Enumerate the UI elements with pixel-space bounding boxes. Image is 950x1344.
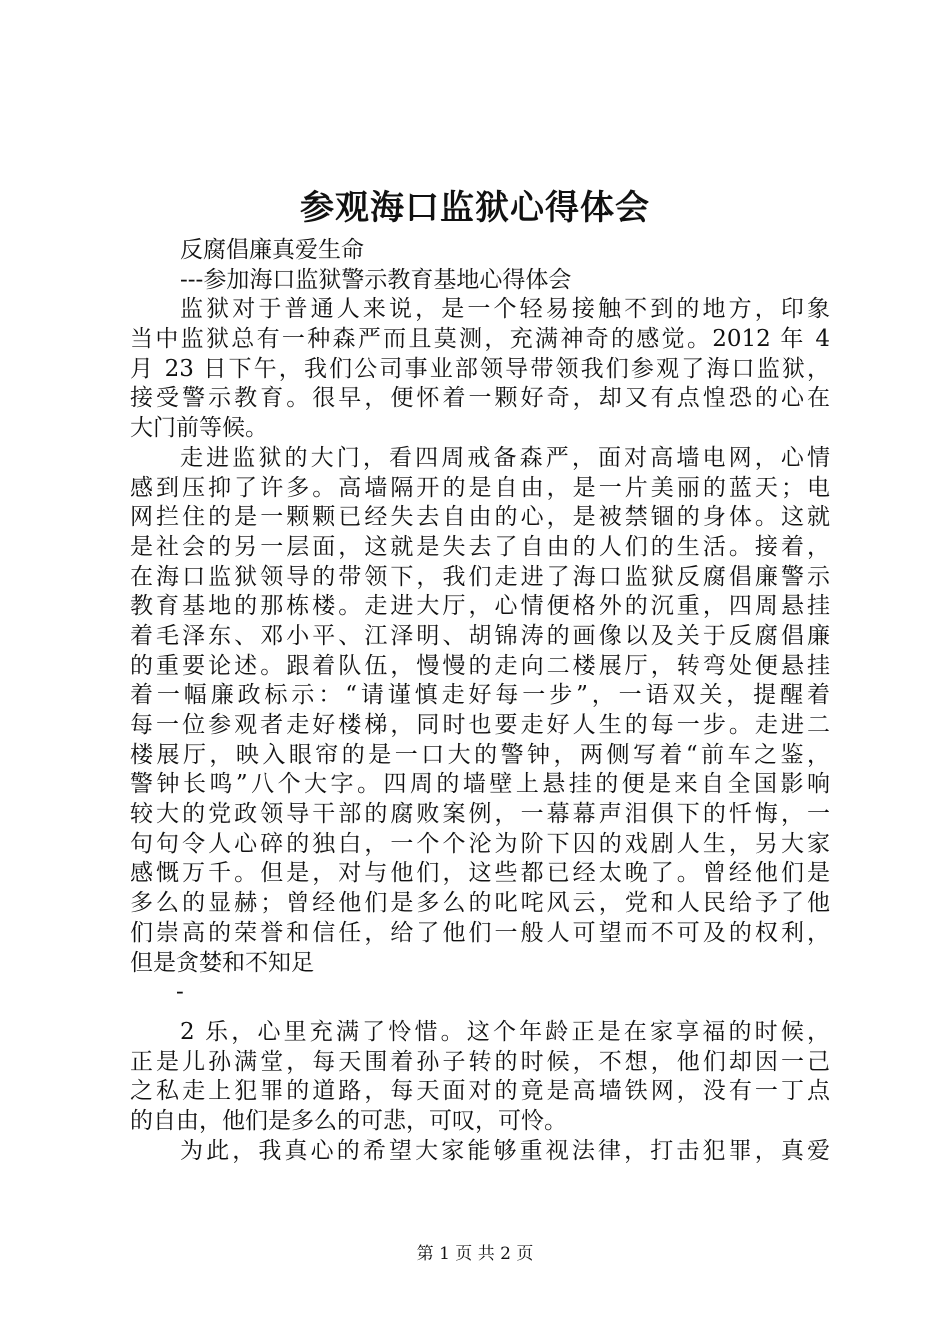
subtitle: 反腐倡廉真爱生命 xyxy=(180,237,364,263)
page-break-marker: - xyxy=(176,979,184,1006)
paragraph-line: 接受警示教育。很早，便怀着一颗好奇，却又有点惶恐的心在 xyxy=(130,385,830,412)
paragraph-line: 网拦住的是一颗颗已经失去自由的心，是被禁锢的身体。这就 xyxy=(130,504,830,531)
paragraph-line: 监狱对于普通人来说，是一个轻易接触不到的地方，印象 xyxy=(180,296,830,323)
paragraph-line: 楼展厅，映入眼帘的是一口大的警钟，两侧写着“前车之鉴， xyxy=(130,741,830,768)
paragraph-line: 感到压抑了许多。高墙隔开的是自由，是一片美丽的蓝天；电 xyxy=(130,474,830,501)
paragraph-line: 为此，我真心的希望大家能够重视法律，打击犯罪，真爱 xyxy=(180,1137,830,1164)
paragraph-line: 月 23 日下午，我们公司事业部领导带领我们参观了海口监狱， xyxy=(130,355,830,382)
document-title: 参观海口监狱心得体会 xyxy=(300,188,650,228)
paragraph-line: 的重要论述。跟着队伍，慢慢的走向二楼展厅，转弯处便悬挂 xyxy=(130,652,830,679)
document-body xyxy=(130,236,830,1166)
paragraph-line: 每一位参观者走好楼梯，同时也要走好人生的每一步。走进二 xyxy=(130,712,830,738)
paragraph-line: 的自由，他们是多么的可悲，可叹，可怜。 xyxy=(130,1107,567,1134)
paragraph-line: 感慨万千。但是，对与他们，这些都已经太晚了。曾经他们是 xyxy=(130,860,830,887)
paragraph-line: 大门前等候。 xyxy=(130,415,268,442)
paragraph-line: 但是贪婪和不知足 xyxy=(130,949,314,976)
paragraph-line: 之私走上犯罪的道路，每天面对的竟是高墙铁网，没有一丁点 xyxy=(130,1078,830,1105)
paragraph-line: 着一幅廉政标示：“请谨慎走好每一步”，一语双关，提醒着 xyxy=(130,682,830,709)
paragraph-line: 着毛泽东、邓小平、江泽明、胡锦涛的画像以及关于反腐倡廉 xyxy=(130,622,830,649)
paragraph-line: 教育基地的那栋楼。走进大厅，心情便格外的沉重，四周悬挂 xyxy=(130,593,830,620)
page-footer: 第 1 页 共 2 页 xyxy=(416,1244,534,1264)
subtitle-secondary: ---参加海口监狱警示教育基地心得体会 xyxy=(180,266,572,293)
paragraph-line: 们崇高的荣誉和信任，给了他们一般人可望而不可及的权利， xyxy=(130,919,830,946)
paragraph-line: 正是儿孙满堂，每天围着孙子转的时候，不想，他们却因一己 xyxy=(130,1048,830,1075)
paragraph-line: 是社会的另一层面，这就是失去了自由的人们的生活。接着， xyxy=(130,533,830,560)
paragraph-line: 句句令人心碎的独白，一个个沦为阶下囚的戏剧人生，另大家 xyxy=(130,830,830,857)
paragraph-line: 较大的党政领导干部的腐败案例，一幕幕声泪俱下的忏悔，一 xyxy=(130,801,830,828)
paragraph-line: 多么的显赫；曾经他们是多么的叱咤风云，党和人民给予了他 xyxy=(130,890,830,917)
paragraph-line: 当中监狱总有一种森严而且莫测，充满神奇的感觉。2012 年 4 xyxy=(130,326,830,353)
paragraph-line: 警钟长鸣”八个大字。四周的墙壁上悬挂的便是来自全国影响 xyxy=(130,771,830,798)
paragraph-line: 在海口监狱领导的带领下，我们走进了海口监狱反腐倡廉警示 xyxy=(130,563,830,590)
paragraph-line: 走进监狱的大门，看四周戒备森严，面对高墙电网，心情 xyxy=(180,444,830,471)
paragraph-line: 2 乐，心里充满了怜惜。这个年龄正是在家享福的时候， xyxy=(180,1018,830,1045)
